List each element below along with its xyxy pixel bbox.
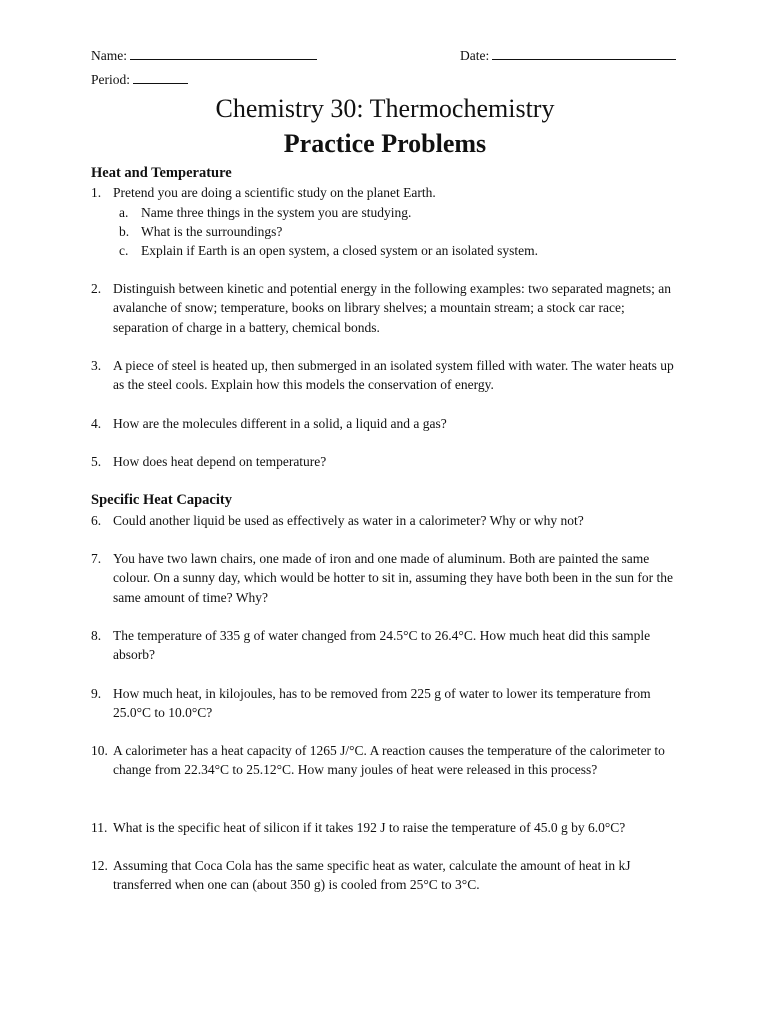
question-1-part-a (119, 203, 679, 222)
question-number: 2. (91, 281, 102, 296)
question-text: The temperature of 335 g of water changed from 24.5°C to 26.4°C. How much heat did this sample absorb? (113, 628, 651, 663)
question-4 (91, 414, 681, 433)
question-text: Distinguish between kinetic and potential energy in the following examples: two separated magnets; an avalanche of snow; temperature, books on library shelves; a mountain stream; a stock car race; separation of charge in a battery, chemical bonds. (113, 281, 671, 335)
question-9 (91, 684, 681, 723)
question-1 (91, 183, 681, 202)
question-text: Assuming that Coca Cola has the same specific heat as water, calculate the amount of heat in kJ transferred when one can (about 350 g) is cooled from 25°C to 3°C. (113, 858, 631, 893)
name-field (91, 47, 317, 64)
section-heading-heat-temperature: Heat and Temperature (91, 165, 232, 181)
question-text: How are the molecules different in a solid, a liquid and a gas? (113, 416, 447, 431)
part-text: What is the surroundings? (141, 224, 283, 239)
document-title: Chemistry 30: Thermochemistry (215, 94, 555, 123)
question-6 (91, 511, 681, 530)
part-letter: a. (119, 205, 129, 220)
question-text: How much heat, in kilojoules, has to be removed from 225 g of water to lower its temperature from 25.0°C to 10.0°C? (113, 686, 651, 721)
part-text: Name three things in the system you are studying. (141, 205, 412, 220)
name-blank (130, 47, 317, 60)
part-letter: b. (119, 224, 130, 239)
question-number: 6. (91, 513, 102, 528)
period-blank (133, 71, 188, 84)
question-5 (91, 452, 681, 471)
question-10 (91, 741, 681, 780)
name-label: Name: (91, 48, 127, 63)
date-label: Date: (460, 48, 490, 63)
question-text: What is the specific heat of silicon if it takes 192 J to raise the temperature of 45.0 g by 6.0°C? (113, 820, 626, 835)
part-letter: c. (119, 243, 129, 258)
question-number: 8. (91, 628, 102, 643)
question-text: How does heat depend on temperature? (113, 454, 327, 469)
question-3 (91, 356, 681, 395)
section-heading-specific-heat: Specific Heat Capacity (91, 492, 232, 508)
question-text: A calorimeter has a heat capacity of 1265 J/°C. A reaction causes the temperature of the calorimeter to change from 22.34°C to 25.12°C. How many joules of heat were released in this process? (113, 743, 665, 778)
document-subtitle: Practice Problems (283, 129, 487, 158)
question-8 (91, 626, 681, 665)
question-number: 9. (91, 686, 102, 701)
question-number: 12. (91, 858, 108, 873)
question-11 (91, 818, 681, 837)
period-field (91, 71, 188, 88)
question-7 (91, 549, 681, 607)
question-1-part-c (119, 241, 679, 260)
part-text: Explain if Earth is an open system, a closed system or an isolated system. (141, 243, 539, 258)
question-number: 1. (91, 185, 102, 200)
question-number: 5. (91, 454, 102, 469)
question-text: Pretend you are doing a scientific study on the planet Earth. (113, 185, 436, 200)
question-number: 11. (91, 820, 108, 835)
question-number: 10. (91, 743, 108, 758)
question-number: 7. (91, 551, 102, 566)
period-label: Period: (91, 72, 130, 87)
date-field (460, 47, 676, 64)
date-blank (492, 47, 676, 60)
question-text: A piece of steel is heated up, then submerged in an isolated system filled with water. The water heats up as the steel cools. Explain how this models the conservation of energy. (113, 358, 674, 393)
question-number: 3. (91, 358, 102, 373)
question-12 (91, 856, 681, 895)
question-text: You have two lawn chairs, one made of iron and one made of aluminum. Both are painted the same colour. On a sunny day, which would be hotter to sit in, assuming they have both been in the sun for the same amount of time? Why? (113, 551, 674, 605)
question-text: Could another liquid be used as effectively as water in a calorimeter? Why or why not? (113, 513, 584, 528)
question-2 (91, 279, 681, 337)
question-1-part-b (119, 222, 679, 241)
question-number: 4. (91, 416, 102, 431)
